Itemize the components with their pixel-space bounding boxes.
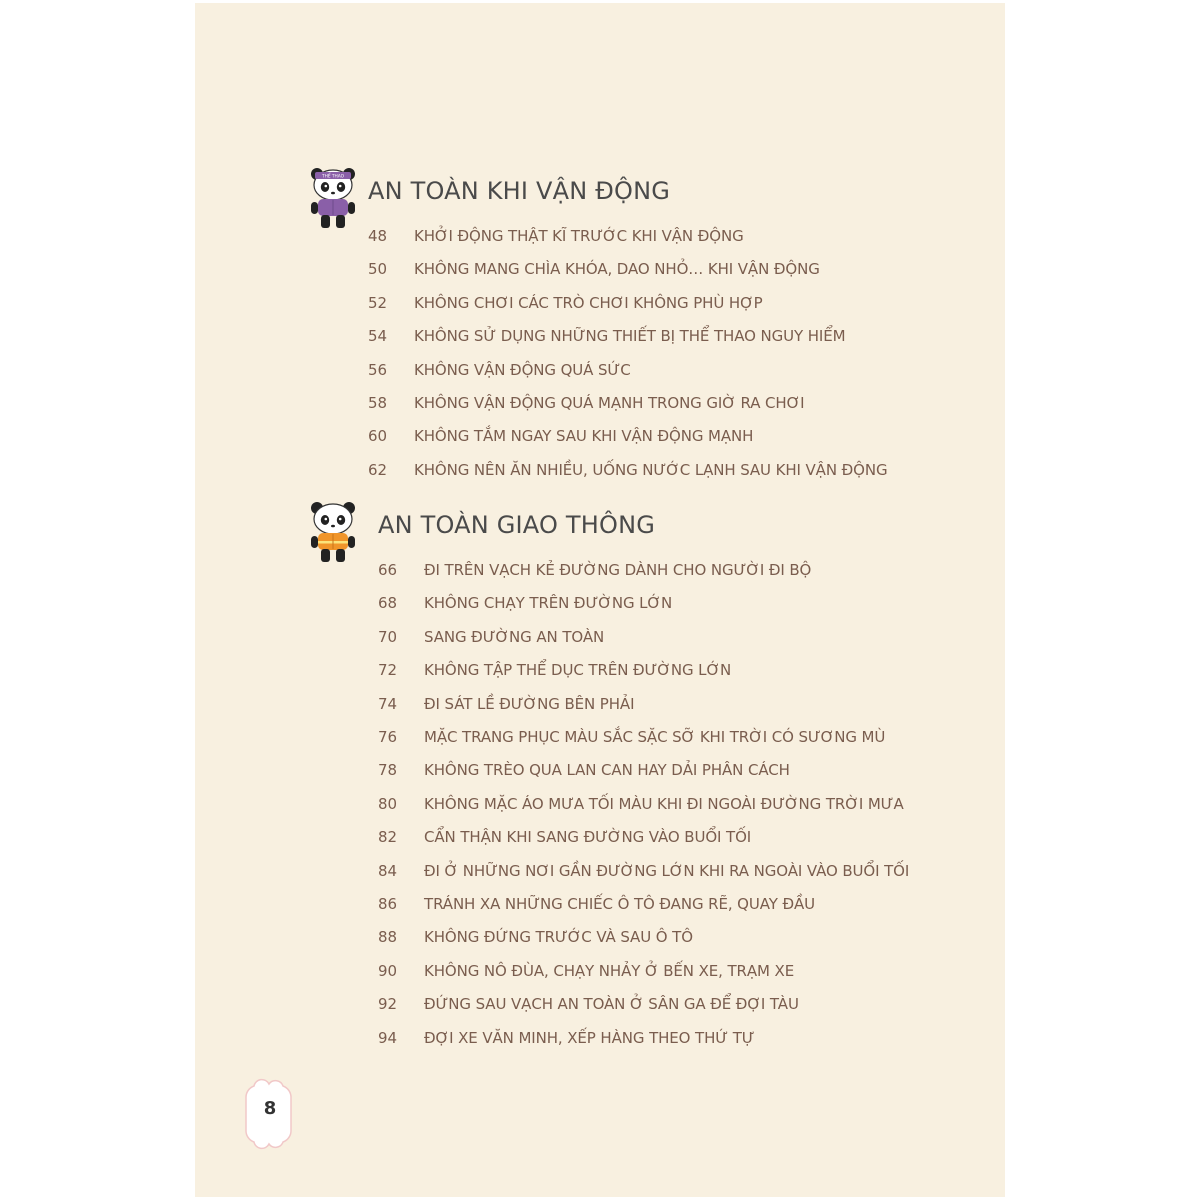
toc-entry-page-number: 90 xyxy=(378,961,398,980)
toc-entry-title: KHÔNG NÔ ĐÙA, CHẠY NHẢY Ở BẾN XE, TRẠM XE xyxy=(424,961,795,980)
toc-entry-title: KHÔNG VẬN ĐỘNG QUÁ MẠNH TRONG GIỜ RA CHƠI xyxy=(414,394,805,412)
toc-entry-title: ĐỨNG SAU VẠCH AN TOÀN Ở SÂN GA ĐỂ ĐỢI TÀU xyxy=(424,995,799,1014)
section-title: AN TOÀN GIAO THÔNG xyxy=(378,511,656,539)
toc-entry-title: ĐI TRÊN VẠCH KẺ ĐƯỜNG DÀNH CHO NGƯỜI ĐI BỘ xyxy=(424,561,812,579)
toc-entry-title: KHÔNG TRÈO QUA LAN CAN HAY DẢI PHÂN CÁCH xyxy=(424,761,790,780)
toc-entry-title: ĐI Ở NHỮNG NƠI GẦN ĐƯỜNG LỚN KHI RA NGOÀI VÀO BUỔI TỐI xyxy=(424,861,910,880)
toc-entry-page-number: 62 xyxy=(368,460,388,479)
toc-entry-page-number: 86 xyxy=(378,895,398,913)
toc-entry-title: SANG ĐƯỜNG AN TOÀN xyxy=(424,627,605,646)
toc-entry-page-number: 72 xyxy=(378,661,398,680)
toc-entry-title: KHÔNG ĐỨNG TRƯỚC VÀ SAU Ô TÔ xyxy=(424,928,693,947)
toc-entry-title: KHÔNG TẬP THỂ DỤC TRÊN ĐƯỜNG LỚN xyxy=(424,661,732,680)
toc-entry-title: KHÔNG MANG CHÌA KHÓA, DAO NHỎ… KHI VẬN ĐỘNG xyxy=(414,260,820,279)
toc-entry-title: KHÔNG TẮM NGAY SAU KHI VẬN ĐỘNG MẠNH xyxy=(414,427,754,446)
page-number: 8 xyxy=(263,1098,277,1119)
toc-entry-title: TRÁNH XA NHỮNG CHIẾC Ô TÔ ĐANG RẼ, QUAY ĐẦU xyxy=(424,895,816,913)
toc-entry-title: ĐI SÁT LỀ ĐƯỜNG BÊN PHẢI xyxy=(424,694,635,713)
toc-entry-page-number: 66 xyxy=(378,561,398,579)
toc-entry-title: KHÔNG SỬ DỤNG NHỮNG THIẾT BỊ THỂ THAO NGUY HIỂM xyxy=(414,327,846,346)
toc-entry-page-number: 60 xyxy=(368,427,388,446)
section-title: AN TOÀN KHI VẬN ĐỘNG xyxy=(368,177,671,205)
toc-entry-page-number: 80 xyxy=(378,794,398,813)
toc-entry-title: KHÔNG CHƠI CÁC TRÒ CHƠI KHÔNG PHÙ HỢP xyxy=(414,293,763,312)
toc-entry-page-number: 82 xyxy=(378,828,398,847)
toc-entry-page-number: 54 xyxy=(368,327,388,346)
toc-entry-page-number: 84 xyxy=(378,861,398,880)
panda-sports-icon xyxy=(306,166,360,232)
toc-entry-page-number: 68 xyxy=(378,594,398,613)
toc-entry-page-number: 58 xyxy=(368,394,388,412)
toc-entry-page-number: 94 xyxy=(378,1028,398,1047)
toc-entry-page-number: 88 xyxy=(378,928,398,947)
toc-entry-title: ĐỢI XE VĂN MINH, XẾP HÀNG THEO THỨ TỰ xyxy=(424,1028,755,1047)
toc-entry-title: KHÔNG CHẠY TRÊN ĐƯỜNG LỚN xyxy=(424,594,673,613)
toc-entry-page-number: 76 xyxy=(378,728,398,746)
toc-entry-title: KHÔNG VẬN ĐỘNG QUÁ SỨC xyxy=(414,360,631,379)
toc-entry-page-number: 92 xyxy=(378,995,398,1014)
toc-entry-page-number: 50 xyxy=(368,260,388,279)
page-number-badge xyxy=(244,1078,296,1154)
toc-entry-page-number: 56 xyxy=(368,360,388,379)
panda-traffic-vest-icon xyxy=(306,500,360,566)
toc-entry-page-number: 48 xyxy=(368,227,388,245)
toc-entry-title: KHÔNG NÊN ĂN NHIỀU, UỐNG NƯỚC LẠNH SAU KHI VẬN ĐỘNG xyxy=(414,460,888,479)
toc-entry-page-number: 52 xyxy=(368,293,388,312)
headband-text: THỂ THAO xyxy=(321,174,345,180)
toc-entry-title: KHÔNG MẶC ÁO MƯA TỐI MÀU KHI ĐI NGOÀI ĐƯỜNG TRỜI MƯA xyxy=(424,794,904,813)
toc-entry-title: MẶC TRANG PHỤC MÀU SẮC SẶC SỠ KHI TRỜI CÓ SƯƠNG MÙ xyxy=(424,728,886,746)
toc-entry-page-number: 70 xyxy=(378,627,398,646)
toc-entry-page-number: 74 xyxy=(378,694,398,713)
toc-entry-title: KHỞI ĐỘNG THẬT KĨ TRƯỚC KHI VẬN ĐỘNG xyxy=(414,227,744,245)
toc-entry-title: CẨN THẬN KHI SANG ĐƯỜNG VÀO BUỔI TỐI xyxy=(424,828,752,847)
toc-entry-page-number: 78 xyxy=(378,761,398,780)
